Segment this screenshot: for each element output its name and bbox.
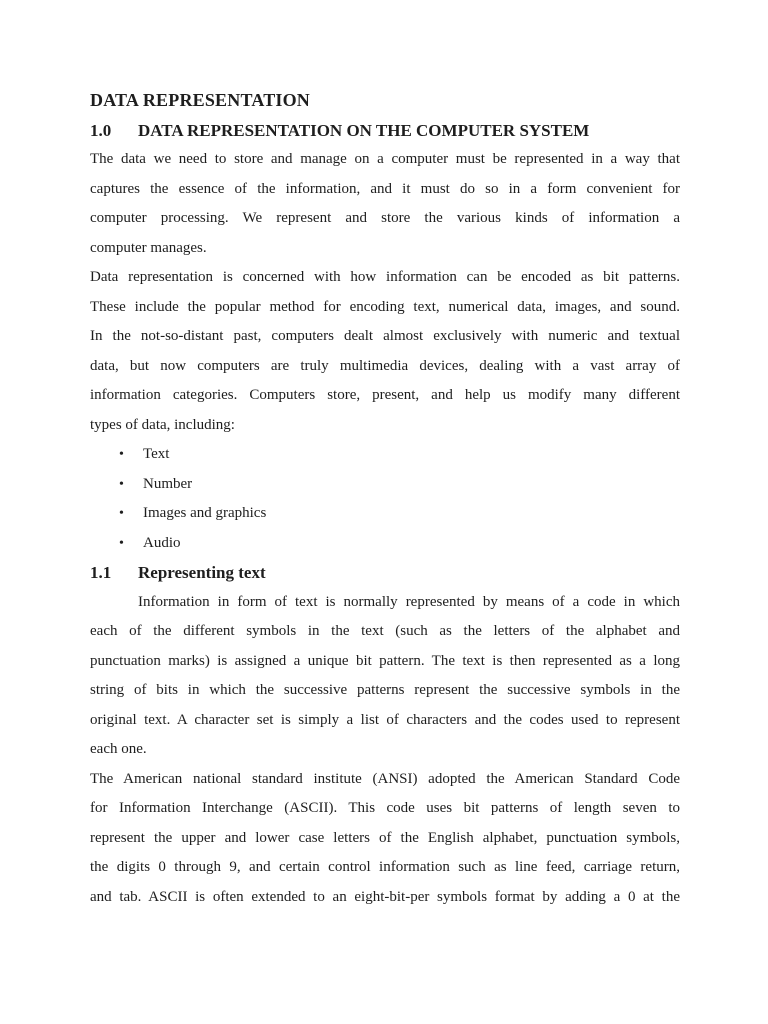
paragraph-line: each of the different symbols in the text (such as the letters of the alphabet and [90,623,680,639]
section-title: Representing text [138,563,266,582]
paragraph-line: computer manages. [90,239,207,256]
paragraph-line: These include the popular method for encoding text, numerical data, images, and sound. [90,298,680,315]
paragraph-line: each one. [90,741,147,757]
bullet-icon: • [119,506,124,521]
section-number: 1.0 [90,120,112,140]
paragraph-line: types of data, including: [90,416,235,433]
paragraph-line: information categories. Computers store, present, and help us modify many different [90,387,680,403]
paragraph-line: for Information Interchange (ASCII). This code uses bit patterns of length seven to [90,800,680,816]
paragraph-line: Information in form of text is normally represented by means of a code in which [138,593,680,610]
list-item [90,499,680,529]
paragraph-encoding [90,263,680,440]
paragraph-line: original text. A character set is simply a list of characters and the codes used to represent [90,711,680,728]
section-heading-1-0 [90,116,680,146]
paragraph-ascii [90,765,680,913]
section-title: DATA REPRESENTATION ON THE COMPUTER SYSTEM [138,120,590,140]
paragraph-line: the digits 0 through 9, and certain control information such as line feed, carriage return, [90,859,680,875]
paragraph-line: computer processing. We represent and store the various kinds of information a [90,210,680,226]
document-title: DATA REPRESENTATION [90,90,311,110]
paragraph-line: The data we need to store and manage on a computer must be represented in a way that [90,151,680,167]
paragraph-intro [90,145,680,263]
section-heading-1-1 [90,558,680,588]
paragraph-line: and tab. ASCII is often extended to an eight-bit-per symbols format by adding a 0 at the [90,888,680,905]
paragraph-representing-text [90,588,680,765]
list-item-label: Images and graphics [143,505,267,521]
bullet-list [90,440,680,558]
paragraph-line: The American national standard institute (ANSI) adopted the American Standard Code [90,770,680,787]
paragraph-line: string of bits in which the successive patterns represent the successive symbols in the [90,682,680,698]
bullet-icon: • [119,447,124,462]
paragraph-line: punctuation marks) is assigned a unique bit pattern. The text is then represented as a long [90,652,680,669]
list-item [90,529,680,559]
paragraph-line: represent the upper and lower case letters of the English alphabet, punctuation symbols, [90,829,680,846]
list-item-label: Text [143,446,170,462]
paragraph-line: In the not-so-distant past, computers dealt almost exclusively with numeric and textual [90,328,680,344]
bullet-icon: • [119,476,124,492]
bullet-icon: • [119,535,124,551]
document-body [90,86,680,912]
paragraph-line: Data representation is concerned with how information can be encoded as bit patterns. [90,269,680,285]
list-item [90,470,680,500]
list-item-label: Audio [143,534,181,551]
paragraph-line: captures the essence of the information, and it must do so in a form convenient for [90,180,680,197]
list-item-label: Number [143,475,193,492]
list-item [90,440,680,470]
paragraph-line: data, but now computers are truly multimedia devices, dealing with a vast array of [90,357,680,374]
section-number: 1.1 [90,563,112,582]
